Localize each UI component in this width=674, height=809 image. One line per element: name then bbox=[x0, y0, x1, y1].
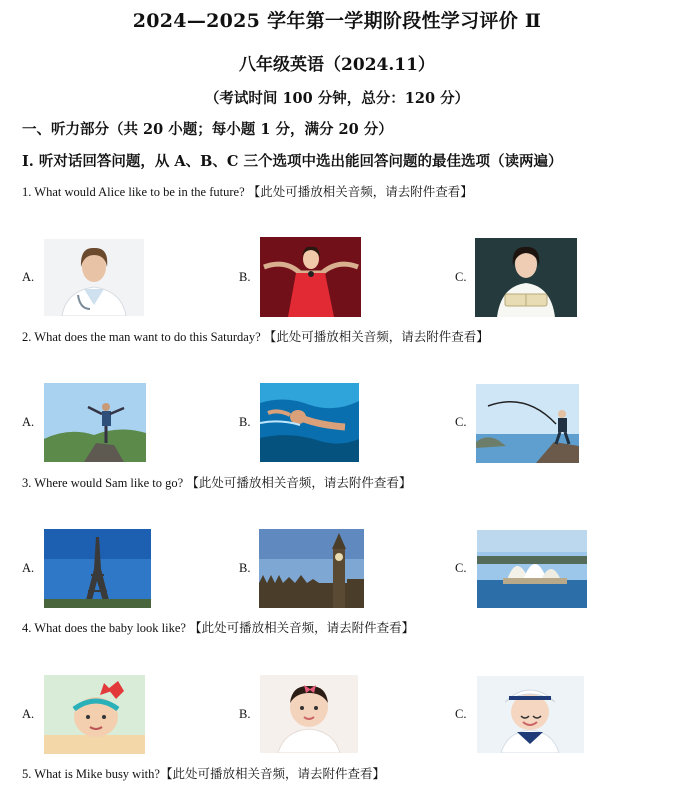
swimming-photo[interactable] bbox=[260, 383, 359, 462]
q3-option-a-label[interactable]: A. bbox=[22, 561, 35, 575]
page-subtitle: 八年级英语（2024.11） bbox=[239, 55, 435, 75]
baby-sailor-hat-photo[interactable] bbox=[477, 676, 584, 753]
part-heading: Ⅰ. 听对话回答问题，从 A、B、C 三个选项中选出能回答问题的最佳选项（读两遍） bbox=[22, 153, 563, 170]
q3-option-c-label[interactable]: C. bbox=[455, 561, 467, 575]
question-1-text: 1. What would Alice like to be in the future? 【此处可播放相关音频，请去附件查看】 bbox=[22, 185, 473, 199]
q2-option-b-label[interactable]: B. bbox=[239, 415, 251, 429]
exam-info: （考试时间 100 分钟，总分：120 分） bbox=[204, 90, 470, 107]
q4-option-b-label[interactable]: B. bbox=[239, 707, 251, 721]
teacher-photo[interactable] bbox=[475, 238, 577, 317]
q3-option-b-label[interactable]: B. bbox=[239, 561, 251, 575]
q2-option-a-label[interactable]: A. bbox=[22, 415, 35, 429]
question-5-text: 5. What is Mike busy with?【此处可播放相关音频，请去附件查看】 bbox=[22, 767, 385, 781]
q4-option-a-label[interactable]: A. bbox=[22, 707, 35, 721]
q1-option-c-label[interactable]: C. bbox=[455, 270, 467, 284]
hiking-photo[interactable] bbox=[44, 383, 146, 462]
q4-option-c-label[interactable]: C. bbox=[455, 707, 467, 721]
q1-option-b-label[interactable]: B. bbox=[239, 270, 251, 284]
doctor-photo[interactable] bbox=[44, 239, 144, 316]
q1-option-a-label[interactable]: A. bbox=[22, 270, 35, 284]
question-2-text: 2. What does the man want to do this Saturday? 【此处可播放相关音频，请去附件查看】 bbox=[22, 330, 489, 344]
fishing-photo[interactable] bbox=[476, 384, 579, 463]
q2-option-c-label[interactable]: C. bbox=[455, 415, 467, 429]
sydney-opera-house-photo[interactable] bbox=[477, 530, 587, 608]
big-ben-photo[interactable] bbox=[259, 529, 364, 608]
singer-photo[interactable] bbox=[260, 237, 361, 317]
section-heading: 一、听力部分（共 20 小题；每小题 1 分，满分 20 分） bbox=[22, 121, 393, 138]
eiffel-tower-photo[interactable] bbox=[44, 529, 151, 608]
page-title: 2024—2025 学年第一学期阶段性学习评价 Ⅱ bbox=[132, 10, 542, 32]
baby-headband-photo[interactable] bbox=[44, 675, 145, 754]
baby-bow-photo[interactable] bbox=[260, 675, 358, 753]
question-4-text: 4. What does the baby look like? 【此处可播放相关音频，请去附件查看】 bbox=[22, 621, 415, 635]
question-3-text: 3. Where would Sam like to go? 【此处可播放相关音频，请去附件查看】 bbox=[22, 476, 412, 490]
